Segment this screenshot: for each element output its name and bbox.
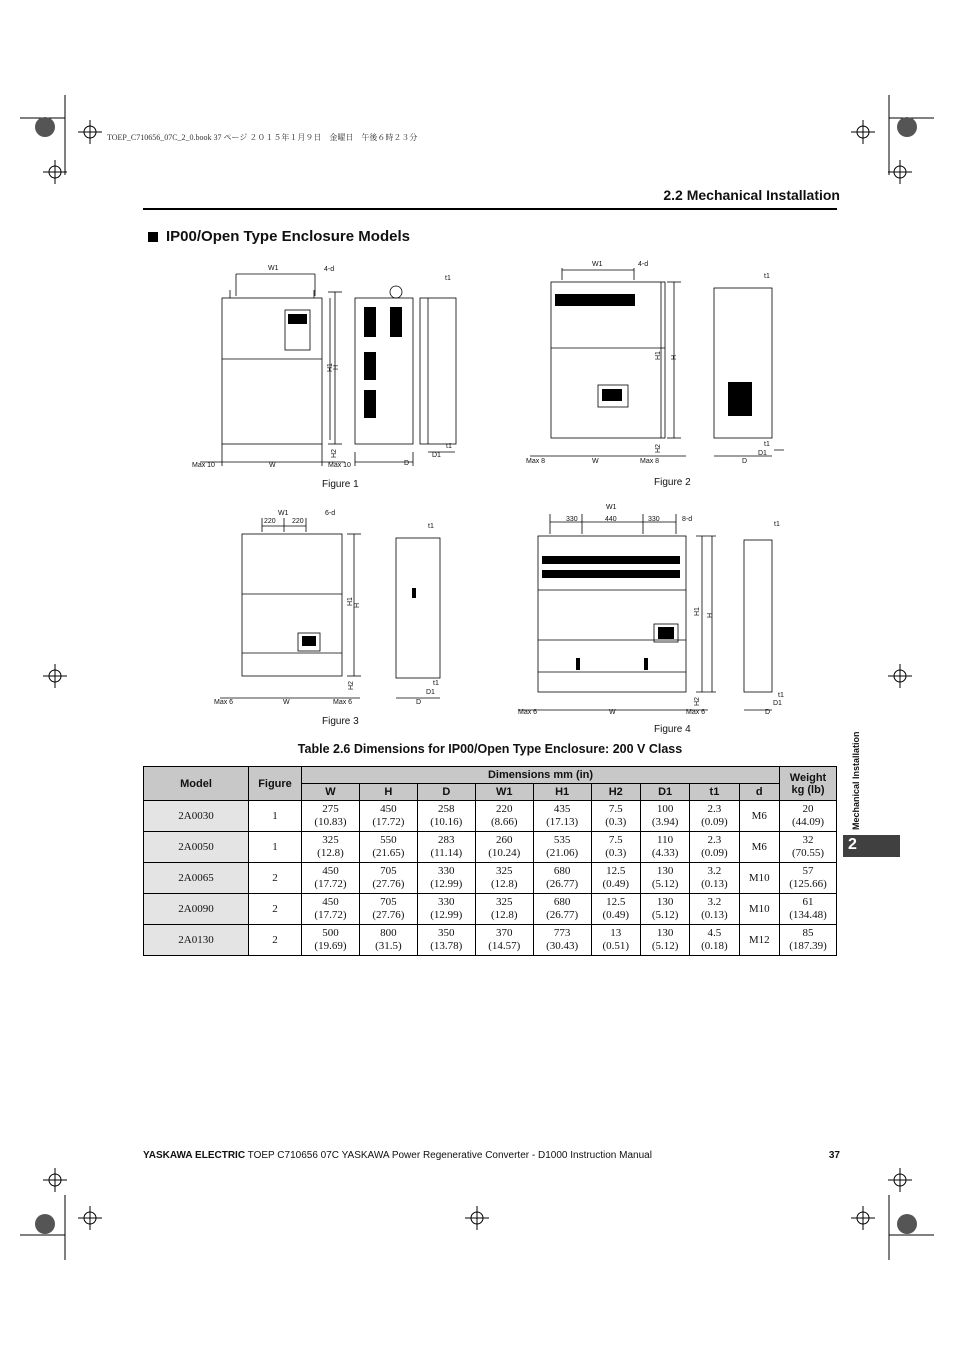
dim-cell-d <box>417 832 475 863</box>
fig2-h2-label: H2 <box>655 444 662 453</box>
figure-1-caption: Figure 1 <box>322 479 359 490</box>
dim-cell-d <box>417 894 475 925</box>
value-mm: 500 <box>322 927 339 939</box>
figure-3-drawing <box>212 508 462 710</box>
fig2-holes-label: 4-d <box>638 261 649 268</box>
value-in: (19.69) <box>314 940 347 952</box>
dim-cell-d <box>417 801 475 832</box>
dim-cell-h2 <box>591 894 640 925</box>
model-cell: 2A0090 <box>144 894 249 925</box>
fig4-t1b-label: t1 <box>778 692 784 699</box>
value-mm: 3.2 <box>707 865 722 877</box>
value-in: (11.14) <box>430 847 463 859</box>
value-in: (10.16) <box>430 816 463 828</box>
value-in: (12.8) <box>490 909 518 921</box>
dim-cell-w1 <box>475 863 533 894</box>
fig3-h-label: H <box>354 602 361 608</box>
fig4-holes-label: 8-d <box>682 516 693 523</box>
value-mm: M10 <box>748 871 770 884</box>
value-in: (14.57) <box>488 940 521 952</box>
dim-cell-h1 <box>533 832 591 863</box>
chapter-number: 2 <box>848 836 857 853</box>
figure-cell: 1 <box>249 801 302 832</box>
fig3-w1a-label: 220 <box>264 518 276 525</box>
value-in: (17.13) <box>546 816 579 828</box>
column-header-h: H <box>359 784 417 801</box>
header-weight-line1: Weight <box>789 771 827 784</box>
value-in: (0.49) <box>602 878 630 890</box>
fig1-h2-label: H2 <box>331 449 338 458</box>
value-in: (44.09) <box>791 816 825 828</box>
fig2-t1-label: t1 <box>764 273 770 280</box>
dim-cell-t1 <box>690 894 739 925</box>
dim-cell-h1 <box>533 925 591 956</box>
fig4-w-label: W <box>609 709 616 716</box>
fig3-h2-label: H2 <box>348 681 355 690</box>
fig1-max-right-label: Max 10 <box>328 462 351 469</box>
value-in: (13.78) <box>430 940 463 952</box>
fig3-t1b-label: t1 <box>433 680 439 687</box>
dim-cell-h <box>359 801 417 832</box>
dim-cell-h <box>359 894 417 925</box>
value-mm: 32 <box>802 834 814 846</box>
value-mm: M10 <box>748 902 770 915</box>
value-mm: 450 <box>322 896 339 908</box>
column-header-h1: H1 <box>533 784 591 801</box>
figure-cell: 1 <box>249 832 302 863</box>
value-in: (10.83) <box>314 816 347 828</box>
dim-cell-w1 <box>475 832 533 863</box>
weight-cell <box>780 863 837 894</box>
value-mm: 130 <box>656 865 674 877</box>
dim-cell-w <box>302 894 360 925</box>
figure-2-caption: Figure 2 <box>654 477 691 488</box>
dim-cell-h2 <box>591 925 640 956</box>
value-mm: 220 <box>495 803 513 815</box>
value-in: (0.18) <box>701 940 728 952</box>
value-in: (0.13) <box>701 909 728 921</box>
value-mm: M12 <box>748 933 770 946</box>
fig1-h-label: H <box>333 364 340 370</box>
header-dimensions: Dimensions mm (in) <box>302 767 780 784</box>
fig4-max-left-label: Max 6 <box>518 709 538 716</box>
fig4-w1-label: W1 <box>606 504 617 511</box>
weight-cell <box>780 894 837 925</box>
figure-4-drawing <box>516 500 796 718</box>
fig3-h1-label: H1 <box>347 597 354 606</box>
figure-cell: 2 <box>249 863 302 894</box>
dim-cell-h2 <box>591 863 640 894</box>
value-mm: 4.5 <box>707 927 722 939</box>
value-mm: 110 <box>657 834 674 846</box>
value-mm: 350 <box>438 927 455 939</box>
value-mm: 325 <box>495 896 513 908</box>
fig4-h1-label: H1 <box>694 607 701 616</box>
dim-cell-w1 <box>475 925 533 956</box>
dim-cell-w <box>302 863 360 894</box>
value-mm: 7.5 <box>608 803 623 815</box>
fig4-w1b-label: 440 <box>605 516 617 523</box>
value-mm: 325 <box>322 834 339 846</box>
value-in: (10.24) <box>488 847 521 859</box>
value-mm: 13 <box>610 927 622 939</box>
fig3-d-label: D <box>416 699 422 706</box>
value-in: (0.49) <box>602 909 630 921</box>
fig2-w1-label: W1 <box>592 261 603 268</box>
figure-4-caption: Figure 4 <box>654 724 691 735</box>
value-in: (125.66) <box>789 878 827 890</box>
fig1-t1-label: t1 <box>445 275 451 282</box>
dim-cell-d <box>739 894 779 925</box>
dim-cell-w1 <box>475 801 533 832</box>
value-mm: 680 <box>553 865 571 877</box>
value-mm: 85 <box>802 927 814 939</box>
value-mm: 435 <box>553 803 571 815</box>
dim-cell-d1 <box>640 894 689 925</box>
fig3-w1-label: W1 <box>278 510 289 517</box>
figure-1-drawing <box>190 262 470 474</box>
dim-cell-t1 <box>690 832 739 863</box>
figure-cell: 2 <box>249 925 302 956</box>
chapter-tab <box>843 835 900 857</box>
dim-cell-w <box>302 832 360 863</box>
dim-cell-h1 <box>533 863 591 894</box>
header-model: Model <box>144 767 249 801</box>
value-mm: 450 <box>380 803 397 815</box>
value-in: (26.77) <box>546 878 579 890</box>
dim-cell-w <box>302 925 360 956</box>
fig4-w1a-label: 330 <box>566 516 578 523</box>
dim-cell-d1 <box>640 863 689 894</box>
value-mm: 680 <box>553 896 571 908</box>
value-mm: 370 <box>495 927 513 939</box>
value-mm: 57 <box>802 865 814 877</box>
fig3-max-right-label: Max 6 <box>333 699 353 706</box>
value-mm: 12.5 <box>606 865 626 877</box>
value-mm: 258 <box>438 803 455 815</box>
fig4-h2-label: H2 <box>694 697 701 706</box>
table-row <box>144 863 837 894</box>
footer <box>143 1150 652 1161</box>
value-mm: M6 <box>751 809 767 822</box>
print-info: TOEP_C710656_07C_2_0.book 37 ページ ２０１５年１月９日 金曜日 午後６時２３分 <box>107 133 418 142</box>
dim-cell-d1 <box>640 801 689 832</box>
column-header-h2: H2 <box>591 784 640 801</box>
column-header-d1: D1 <box>640 784 689 801</box>
value-mm: 275 <box>322 803 339 815</box>
dim-cell-h <box>359 863 417 894</box>
fig3-w1b-label: 220 <box>292 518 304 525</box>
header-weight-line2: kg (lb) <box>791 783 825 796</box>
dim-cell-t1 <box>690 801 739 832</box>
fig2-d-label: D <box>742 458 748 465</box>
bullet-square-icon <box>148 232 158 242</box>
fig4-h-label: H <box>707 612 714 618</box>
value-mm: 330 <box>438 865 455 877</box>
value-in: (3.94) <box>651 816 679 828</box>
value-in: (12.99) <box>430 878 463 890</box>
dim-cell-d <box>739 925 779 956</box>
value-in: (70.55) <box>791 847 825 859</box>
value-mm: 61 <box>802 896 814 908</box>
value-in: (8.66) <box>490 816 518 828</box>
value-mm: 773 <box>553 927 571 939</box>
value-in: (17.72) <box>372 816 405 828</box>
value-mm: 283 <box>438 834 455 846</box>
weight-cell <box>780 925 837 956</box>
dim-cell-h2 <box>591 801 640 832</box>
dim-cell-d <box>417 863 475 894</box>
weight-cell <box>780 801 837 832</box>
value-mm: M6 <box>751 840 767 853</box>
header-figure: Figure <box>249 767 302 801</box>
page-number: 37 <box>828 1150 840 1161</box>
dim-cell-w <box>302 801 360 832</box>
dim-cell-h1 <box>533 801 591 832</box>
table-body <box>144 801 837 956</box>
side-tab-label: Mechanical Installation <box>851 731 861 830</box>
table-caption: Table 2.6 Dimensions for IP00/Open Type Enclosure: 200 V Class <box>297 742 683 756</box>
fig3-max-left-label: Max 6 <box>214 699 234 706</box>
header-rule <box>143 208 837 210</box>
column-header-w: W <box>302 784 360 801</box>
value-in: (5.12) <box>651 940 679 952</box>
value-in: (17.72) <box>314 878 347 890</box>
dimensions-table <box>143 766 837 956</box>
header-weight <box>780 767 837 801</box>
heading <box>148 228 410 245</box>
fig2-max-left-label: Max 8 <box>526 458 546 465</box>
column-header-t1: t1 <box>690 784 739 801</box>
value-mm: 330 <box>438 896 455 908</box>
table-row <box>144 832 837 863</box>
value-in: (27.76) <box>372 909 405 921</box>
value-mm: 550 <box>380 834 397 846</box>
dim-cell-d <box>739 863 779 894</box>
footer-text: TOEP C710656 07C YASKAWA Power Regenerative Converter - D1000 Instruction Manual <box>245 1150 652 1161</box>
value-in: (12.8) <box>490 878 518 890</box>
fig1-w1-label: W1 <box>268 265 279 272</box>
fig1-d-label: D <box>404 460 410 467</box>
fig2-w-label: W <box>592 458 599 465</box>
fig3-d1-label: D1 <box>426 689 435 696</box>
fig2-max-right-label: Max 8 <box>640 458 660 465</box>
value-in: (5.12) <box>651 909 679 921</box>
model-cell: 2A0065 <box>144 863 249 894</box>
fig4-d1-label: D1 <box>773 700 782 707</box>
fig1-max-left-label: Max 10 <box>192 462 215 469</box>
value-mm: 130 <box>656 927 674 939</box>
model-cell: 2A0050 <box>144 832 249 863</box>
value-in: (12.99) <box>430 909 463 921</box>
figure-cell: 2 <box>249 894 302 925</box>
model-cell: 2A0130 <box>144 925 249 956</box>
fig2-h1-label: H1 <box>655 351 662 360</box>
heading-text: IP00/Open Type Enclosure Models <box>166 228 410 245</box>
fig4-d-label: D <box>765 709 771 716</box>
value-mm: 2.3 <box>707 834 722 846</box>
value-mm: 450 <box>322 865 339 877</box>
dim-cell-h1 <box>533 894 591 925</box>
value-in: (0.09) <box>701 816 728 828</box>
section-title: 2.2 Mechanical Installation <box>663 187 840 203</box>
column-header-d: d <box>739 784 779 801</box>
value-mm: 100 <box>656 803 674 815</box>
dim-cell-w1 <box>475 894 533 925</box>
dim-cell-d <box>739 832 779 863</box>
fig1-holes-label: 4-d <box>324 266 335 273</box>
value-mm: 800 <box>380 927 397 939</box>
value-mm: 260 <box>495 834 513 846</box>
value-mm: 2.3 <box>707 803 722 815</box>
value-mm: 12.5 <box>606 896 626 908</box>
value-in: (27.76) <box>372 878 405 890</box>
table-row <box>144 801 837 832</box>
value-in: (0.51) <box>602 940 630 952</box>
fig3-holes-label: 6-d <box>325 510 336 517</box>
value-in: (0.3) <box>605 847 627 859</box>
dim-cell-d <box>417 925 475 956</box>
fig2-t1b-label: t1 <box>764 441 770 448</box>
value-mm: 7.5 <box>608 834 623 846</box>
weight-cell <box>780 832 837 863</box>
fig1-w-label: W <box>269 462 276 469</box>
fig4-max-right-label: Max 6 <box>686 709 706 716</box>
value-mm: 705 <box>380 865 397 877</box>
fig4-t1-label: t1 <box>774 521 780 528</box>
value-mm: 325 <box>495 865 513 877</box>
value-in: (21.06) <box>546 847 579 859</box>
fig1-d1-label: D1 <box>432 452 441 459</box>
fig1-t1b-label: t1 <box>446 443 452 450</box>
table-row <box>144 925 837 956</box>
footer-brand: YASKAWA ELECTRIC <box>143 1150 246 1161</box>
dim-cell-d1 <box>640 832 689 863</box>
value-in: (187.39) <box>789 940 827 952</box>
value-in: (31.5) <box>375 940 402 952</box>
fig3-t1-label: t1 <box>428 523 434 530</box>
figure-2-drawing <box>524 260 784 470</box>
dim-cell-d <box>739 801 779 832</box>
value-in: (17.72) <box>314 909 347 921</box>
column-header-w1: W1 <box>475 784 533 801</box>
dim-cell-h <box>359 925 417 956</box>
value-mm: 535 <box>553 834 571 846</box>
value-mm: 705 <box>380 896 397 908</box>
model-cell: 2A0030 <box>144 801 249 832</box>
dim-cell-t1 <box>690 925 739 956</box>
fig4-w1c-label: 330 <box>648 516 660 523</box>
value-in: (4.33) <box>651 847 679 859</box>
value-in: (5.12) <box>651 878 679 890</box>
fig2-h-label: H <box>671 354 678 360</box>
fig2-d1-label: D1 <box>758 450 767 457</box>
fig3-w-label: W <box>283 699 290 706</box>
value-in: (26.77) <box>546 909 579 921</box>
value-in: (0.3) <box>605 816 627 828</box>
value-in: (30.43) <box>546 940 579 952</box>
dim-cell-h <box>359 832 417 863</box>
fig1-h1-label: H1 <box>327 363 334 372</box>
dim-cell-d1 <box>640 925 689 956</box>
table-row <box>144 894 837 925</box>
figure-3-caption: Figure 3 <box>322 716 359 727</box>
dim-cell-h2 <box>591 832 640 863</box>
value-mm: 130 <box>656 896 674 908</box>
value-in: (0.09) <box>701 847 728 859</box>
value-in: (21.65) <box>372 847 405 859</box>
dim-cell-t1 <box>690 863 739 894</box>
value-mm: 20 <box>802 803 814 815</box>
value-in: (0.13) <box>701 878 728 890</box>
value-in: (134.48) <box>789 909 827 921</box>
column-header-d: D <box>417 784 475 801</box>
value-in: (12.8) <box>317 847 344 859</box>
value-mm: 3.2 <box>707 896 722 908</box>
